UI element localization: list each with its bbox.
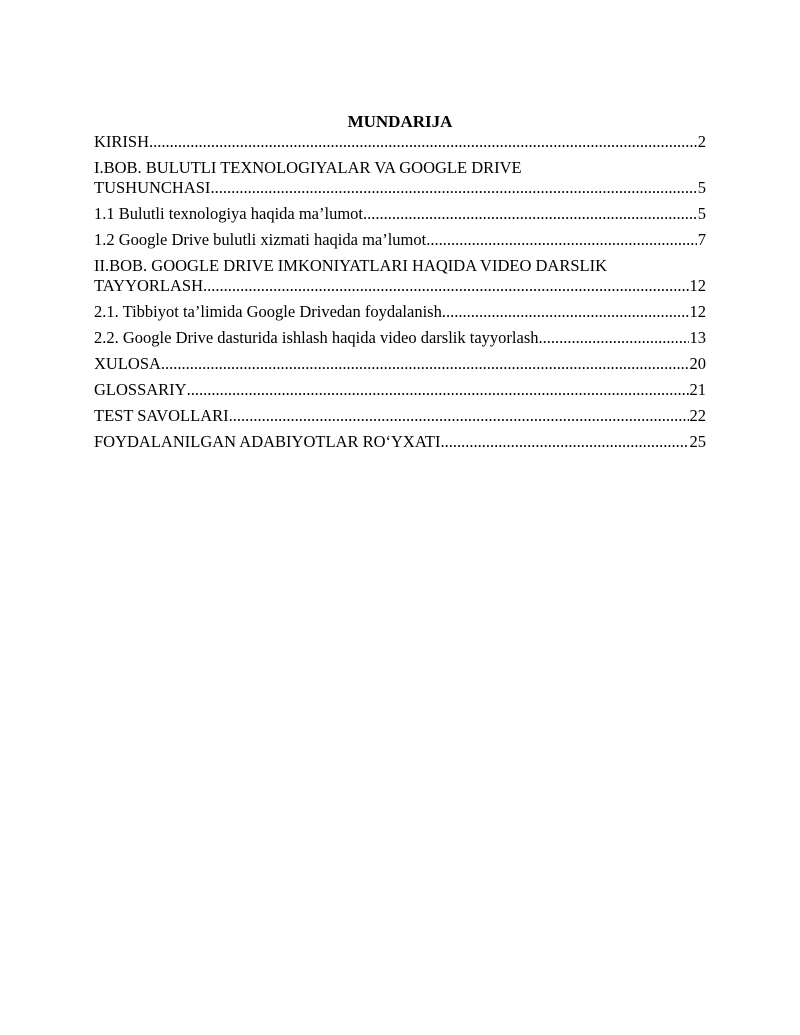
toc-entry-kirish[interactable] [94, 132, 706, 152]
toc-entry-test-savollari[interactable] [94, 406, 706, 426]
toc-entry-section-2-2[interactable] [94, 328, 706, 348]
toc-entry-section-1-1[interactable] [94, 204, 706, 224]
toc-entry-label: 1.2 Google Drive bulutli xizmati haqida ma’lumot [94, 230, 427, 249]
toc-entry-chapter-2[interactable] [94, 256, 706, 296]
toc-entry-label: 2.1. Tibbiyot ta’limida Google Drivedan foydalanish [94, 302, 442, 321]
toc-entry-label: KIRISH [94, 132, 150, 151]
toc-page-number: 25 [689, 432, 706, 451]
toc-dot-leader [442, 302, 689, 322]
toc-entry-label: GLOSSARIY [94, 380, 187, 399]
toc-page-number: 12 [689, 276, 706, 295]
toc-entry-glossariy[interactable] [94, 380, 706, 400]
toc-entry-label: 1.1 Bulutli texnologiya haqida ma’lumot [94, 204, 364, 223]
toc-entry-label: II.BOB. GOOGLE DRIVE IMKONIYATLARI HAQIDA VIDEO DARSLIK [94, 256, 607, 275]
toc-dot-leader [149, 132, 697, 152]
toc-entry-section-2-1[interactable] [94, 302, 706, 322]
toc-entry-section-1-2[interactable] [94, 230, 706, 250]
toc-dot-leader [539, 328, 689, 348]
toc-dot-leader [363, 204, 697, 224]
toc-entry-label: FOYDALANILGAN ADABIYOTLAR RO‘YXATI [94, 432, 441, 451]
toc-entry-label: XULOSA [94, 354, 161, 373]
toc-dot-leader [203, 276, 689, 296]
toc-dot-leader [210, 178, 696, 198]
toc-page-number: 21 [689, 380, 706, 399]
toc-page-number: 20 [689, 354, 706, 373]
table-of-contents [94, 132, 706, 458]
toc-page-number: 22 [689, 406, 706, 425]
toc-dot-leader [440, 432, 688, 452]
toc-entry-xulosa[interactable] [94, 354, 706, 374]
toc-dot-leader [161, 354, 689, 374]
toc-entry-chapter-1[interactable] [94, 158, 706, 198]
toc-page-number: 2 [697, 132, 706, 151]
toc-entry-label: 2.2. Google Drive dasturida ishlash haqida video darslik tayyorlash [94, 328, 539, 347]
toc-dot-leader [187, 380, 689, 400]
toc-dot-leader [229, 406, 689, 426]
toc-page-number: 12 [689, 302, 706, 321]
toc-entry-label: TEST SAVOLLARI [94, 406, 229, 425]
toc-page-number: 5 [697, 204, 706, 223]
toc-dot-leader [426, 230, 697, 250]
toc-entry-adabiyotlar[interactable] [94, 432, 706, 452]
toc-page-number: 13 [689, 328, 706, 347]
toc-entry-label-continued: TUSHUNCHASI [94, 178, 211, 197]
toc-title: MUNDARIJA [347, 112, 453, 131]
toc-page-number: 5 [697, 178, 706, 197]
toc-entry-label-continued: TAYYORLASH [94, 276, 203, 295]
toc-page-number: 7 [697, 230, 706, 249]
toc-entry-label: I.BOB. BULUTLI TEXNOLOGIYALAR VA GOOGLE DRIVE [94, 158, 522, 177]
